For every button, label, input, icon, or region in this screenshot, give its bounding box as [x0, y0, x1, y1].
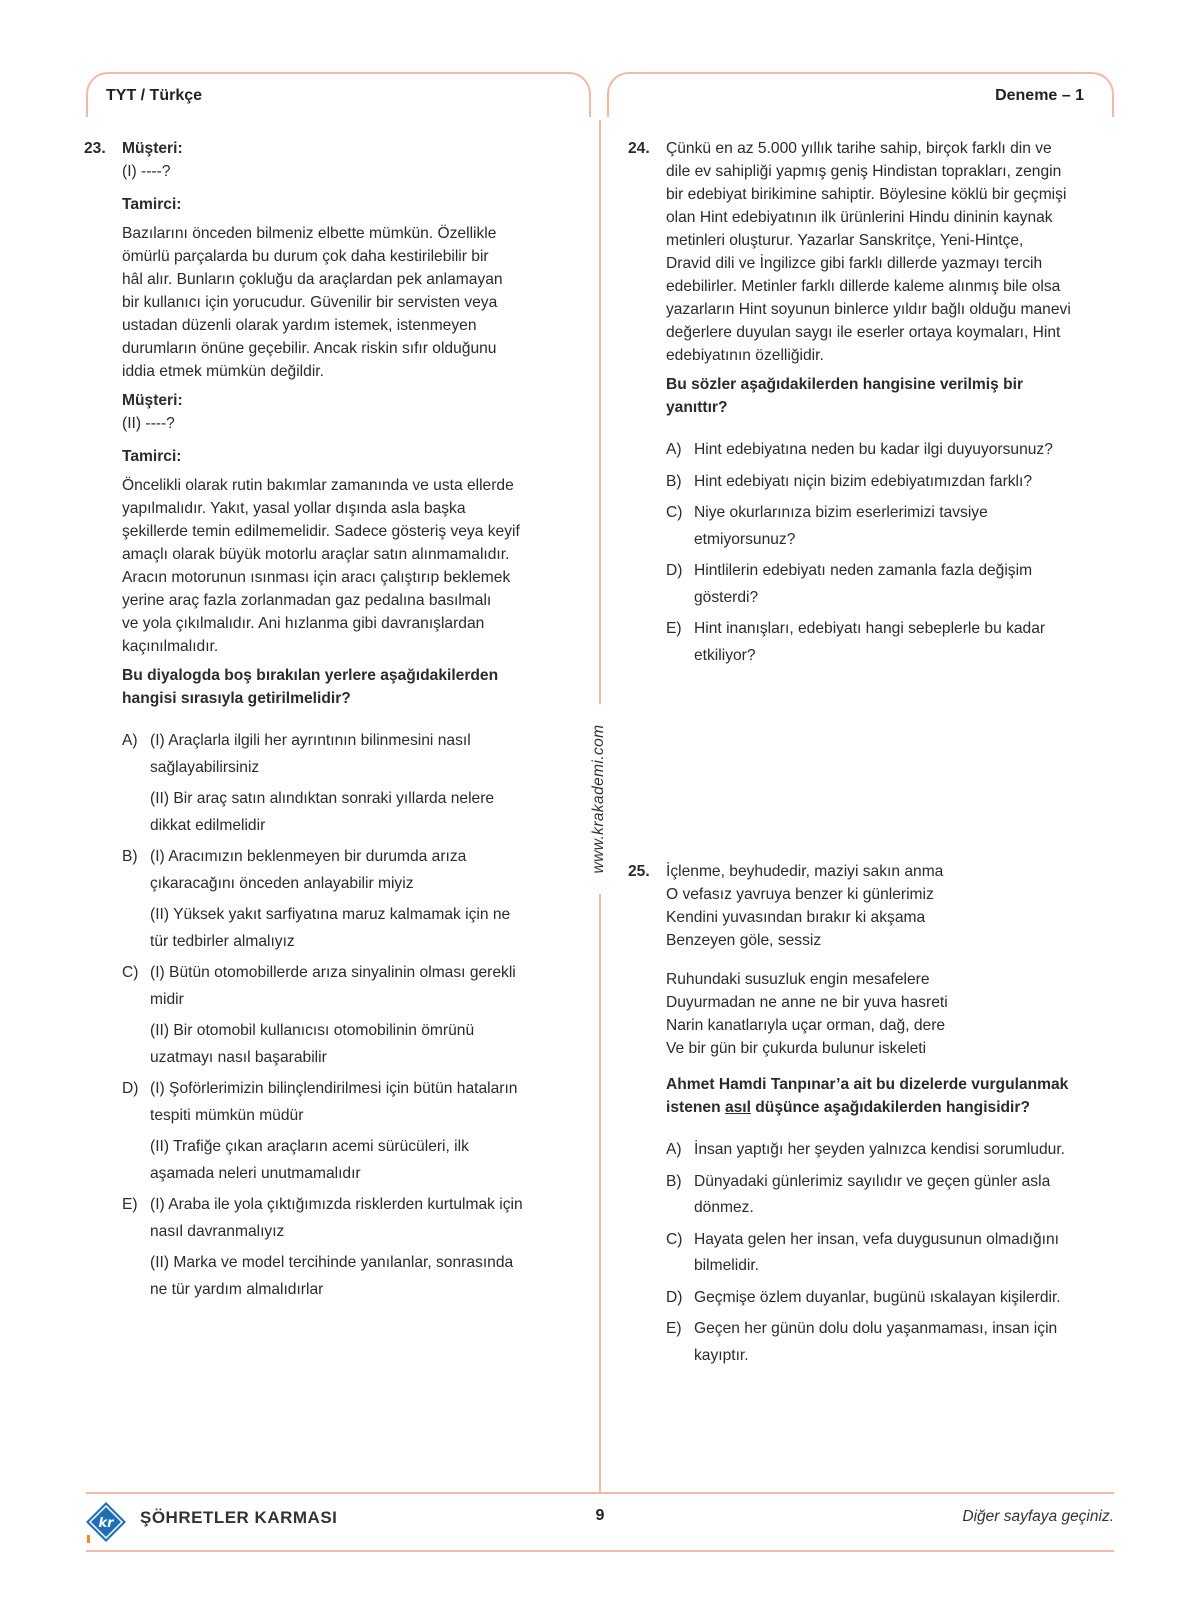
option-part-i [150, 1192, 584, 1245]
option-line: Hint edebiyatı niçin bizim edebiyatımızdan farklı? [694, 472, 1033, 490]
poem-line: Kendini yuvasından bırakır ki akşama [666, 909, 926, 926]
question-25 [628, 860, 1128, 1374]
option-b[interactable] [666, 469, 1118, 496]
option-e[interactable] [666, 616, 1118, 669]
answer-options [666, 437, 1118, 669]
text-line: edebiyatının özelliğidir. [666, 347, 824, 364]
header-subject: TYT / Türkçe [106, 87, 203, 104]
option-line: Hayata gelen her insan, vefa duygusunun olmadığını [694, 1230, 1059, 1248]
option-line: aşamada neleri unutmamalıdır [150, 1164, 361, 1182]
option-line: uzatmayı nasıl başarabilir [150, 1048, 327, 1066]
option-letter: C) [122, 964, 139, 981]
poem-line: Benzeyen göle, sessiz [666, 932, 822, 949]
poem-line: Ve bir gün bir çukurda bulunur iskeleti [666, 1040, 927, 1057]
option-e[interactable] [122, 1192, 584, 1303]
prompt-text: düşünce aşağıdakilerden hangisidir? [750, 1099, 1030, 1116]
text-line: Aracın motorunun ısınması için aracı çalıştırıp beklemek [122, 569, 511, 586]
option-part-i [150, 960, 584, 1013]
question-prompt [666, 1073, 1128, 1119]
option-line: (II) Trafiğe çıkan araçların acemi sürücüleri, ilk [150, 1138, 469, 1155]
option-line: Geçen her günün dolu dolu yaşanmaması, insan için [694, 1320, 1058, 1337]
text-line: Çünkü en az 5.000 yıllık tarihe sahip, birçok farklı din ve [666, 140, 1052, 157]
option-letter: D) [666, 562, 683, 579]
poem-line: Duyurmadan ne anne ne bir yuva hasreti [666, 994, 948, 1011]
option-a[interactable] [666, 437, 1118, 464]
option-c[interactable] [666, 500, 1118, 553]
text-line: kaçınılmalıdır. [122, 638, 219, 655]
option-line: (I) Araçlarla ilgili her ayrıntının bilinmesini nasıl [150, 732, 471, 749]
text-line: ve yola çıkılmalıdır. Ani hızlanma gibi davranışlardan [122, 615, 485, 632]
option-part-i [150, 844, 584, 897]
option-letter: E) [666, 1320, 682, 1337]
option-line: sağlayabilirsiniz [150, 758, 260, 776]
option-line: (II) Yüksek yakıt sarfiyatına maruz kalmamak için ne [150, 906, 511, 923]
text-line: amaçlı olarak büyük motorlu araçlar satın alınmamalıdır. [122, 546, 510, 563]
option-letter: B) [122, 848, 138, 865]
prompt-line: Bu sözler aşağıdakilerden hangisine verilmiş bir [666, 376, 1024, 393]
text-line: Dravid dili ve İngilizce gibi farklı dillerde yazmayı tercih [666, 255, 1043, 272]
option-letter: A) [122, 732, 138, 749]
option-part-ii [150, 1018, 584, 1071]
prompt-line: hangisi sırasıyla getirilmelidir? [122, 690, 351, 707]
option-line: tespiti mümkün müdür [150, 1106, 304, 1124]
option-line: (I) Bütün otomobillerde arıza sinyalinin olması gerekli [150, 964, 516, 981]
text-line: edebilirler. Metinler farklı dillerde kaleme alınmış bile olsa [666, 278, 1061, 295]
paragraph [122, 222, 584, 383]
footer-bottom-rule [86, 1550, 1114, 1552]
text-line: şekillerde temin edilmemelidir. Sadece gösteriş veya keyif [122, 523, 520, 540]
paragraph [666, 137, 1118, 367]
speaker-label: Tamirci: [122, 196, 182, 213]
text-line: Bazılarını önceden bilmeniz elbette mümkün. Özellikle [122, 225, 497, 242]
option-line: Hint inanışları, edebiyatı hangi sebeplerle bu kadar [694, 620, 1046, 637]
text-line: dile ev sahipliği yapmış geniş Hindistan toprakları, zengin [666, 163, 1062, 180]
text-line: iddia etmek mümkün değildir. [122, 363, 324, 380]
prompt-line: Bu diyalogda boş bırakılan yerlere aşağıdakilerden [122, 667, 499, 684]
option-line: midir [150, 990, 184, 1008]
option-line: İnsan yaptığı her şeyden yalnızca kendisi sorumludur. [694, 1141, 1065, 1158]
option-line: (II) Bir araç satın alındıktan sonraki yıllarda nelere [150, 790, 495, 807]
speaker-label: Tamirci: [122, 448, 182, 465]
option-line: (I) Şoförlerimizin bilinçlendirilmesi için bütün hataların [150, 1080, 518, 1097]
option-line: bilmelidir. [694, 1257, 759, 1274]
option-c[interactable] [122, 960, 584, 1071]
prompt-line: yanıttır? [666, 399, 728, 416]
text-line: bir kullanıcı için yorucudur. Güvenilir bir servisten veya [122, 294, 498, 311]
question-prompt [666, 373, 1118, 419]
publisher-logo-icon [84, 1500, 128, 1544]
option-b[interactable] [122, 844, 584, 955]
option-line: (I) Araba ile yola çıktığımızda risklerden kurtulmak için [150, 1196, 523, 1213]
option-part-i [150, 1076, 584, 1129]
option-line: Geçmişe özlem duyanlar, bugünü ıskalayan kişilerdir. [694, 1288, 1061, 1306]
question-prompt [122, 664, 584, 710]
side-url-text: www.krakademi.com [589, 704, 609, 894]
answer-options [666, 1137, 1128, 1369]
option-line: etkiliyor? [694, 646, 756, 664]
option-letter: D) [122, 1080, 139, 1097]
option-letter: A) [666, 1141, 682, 1158]
question-number: 24. [628, 140, 650, 157]
option-line: Dünyadaki günlerimiz sayılıdır ve geçen günler asla [694, 1172, 1051, 1190]
blank-line: (I) ----? [122, 163, 171, 180]
underlined-word: asıl [724, 1099, 751, 1116]
text-line: durumların önüne geçebilir. Ancak riskin sıfır olduğunu [122, 340, 497, 357]
blank-line: (II) ----? [122, 415, 175, 432]
option-part-ii [150, 902, 584, 955]
option-line: etmiyorsunuz? [694, 530, 796, 548]
text-line: değerlere duyulan saygı ile eserler ortaya koymaları, Hint [666, 324, 1061, 341]
text-line: yerine araç fazla zorlanmadan gaz pedalına basılmalı [122, 592, 492, 609]
poem-line: Ruhundaki susuzluk engin mesafelere [666, 971, 930, 988]
option-part-ii [150, 786, 584, 839]
speaker-label: Müşteri: [122, 140, 183, 157]
text-line: ustadan düzenli olarak yardım istemek, istenmeyen [122, 317, 477, 334]
question-23 [84, 137, 584, 1308]
option-line: Niye okurlarınıza bizim eserlerimizi tavsiye [694, 504, 988, 521]
option-line: dönmez. [694, 1199, 754, 1216]
question-24 [628, 137, 1118, 674]
option-letter: C) [666, 1230, 683, 1248]
option-part-ii [150, 1134, 584, 1187]
publisher-brand: ŞÖHRETLER KARMASI [140, 1508, 338, 1527]
option-part-ii [150, 1250, 584, 1303]
text-line: yazarların Hint soyunun binlerce yıldır bağlı olduğu manevi [666, 301, 1071, 318]
text-line: bir edebiyat birikimine sahiptir. Böylesine köklü bir geçmişi [666, 186, 1067, 203]
option-line: (II) Bir otomobil kullanıcısı otomobilinin ömrünü [150, 1022, 475, 1039]
prompt-text: istenen [666, 1099, 725, 1116]
header-right-tab [607, 72, 1114, 117]
option-line: nasıl davranmalıyız [150, 1222, 285, 1240]
page-number: 9 [595, 1507, 605, 1524]
option-d[interactable] [666, 558, 1118, 611]
option-letter: B) [666, 1172, 682, 1190]
option-b[interactable] [666, 1169, 1128, 1222]
question-number: 23. [84, 140, 106, 157]
option-e[interactable] [666, 1316, 1128, 1369]
option-line: gösterdi? [694, 588, 759, 606]
option-line: (II) Marka ve model tercihinde yanılanlar, sonrasında [150, 1254, 514, 1271]
header-left-tab [86, 72, 591, 117]
option-line: ne tür yardım almalıdırlar [150, 1280, 324, 1298]
speaker-label: Müşteri: [122, 392, 183, 409]
option-part-i [150, 728, 584, 781]
text-line: hâl alır. Bunların çokluğu da araçlardan pek anlamayan [122, 271, 503, 288]
text-line: metinleri oluşturur. Yazarlar Sanskritçe, Yeni-Hintçe, [666, 232, 1024, 249]
answer-options [122, 728, 584, 1303]
option-line: çıkaracağını önceden anlayabilir miyiz [150, 874, 414, 892]
option-line: Hintlilerin edebiyatı neden zamanla fazla değişim [694, 562, 1033, 579]
option-line: tür tedbirler almalıyız [150, 932, 295, 950]
option-letter: E) [666, 620, 682, 637]
option-a[interactable] [666, 1137, 1128, 1164]
poem-line: İçlenme, beyhudedir, maziyi sakın anma [666, 863, 944, 880]
option-d[interactable] [666, 1285, 1128, 1312]
question-number: 25. [628, 863, 650, 880]
option-line: kayıptır. [694, 1346, 749, 1364]
logo-text: kr [98, 1516, 114, 1531]
poem-stanza-1 [666, 860, 1128, 952]
prompt-line [666, 1096, 1128, 1119]
option-line: dikkat edilmelidir [150, 816, 266, 834]
option-letter: B) [666, 472, 682, 490]
option-letter: D) [666, 1288, 683, 1306]
option-line: Hint edebiyatına neden bu kadar ilgi duyuyorsunuz? [694, 441, 1053, 458]
header-exam-title: Deneme – 1 [995, 87, 1084, 104]
option-letter: A) [666, 441, 682, 458]
option-letter: E) [122, 1196, 138, 1213]
option-letter: C) [666, 504, 683, 521]
text-line: olan Hint edebiyatının ilk ürünlerini Hindu dininin kaynak [666, 209, 1053, 226]
poem-line: O vefasız yavruya benzer ki günlerimiz [666, 886, 934, 903]
poem-stanza-2 [666, 968, 1128, 1060]
option-c[interactable] [666, 1227, 1128, 1280]
prompt-line: Ahmet Hamdi Tanpınar’a ait bu dizelerde vurgulanmak [666, 1076, 1069, 1093]
option-a[interactable] [122, 728, 584, 839]
footer-top-rule [86, 1492, 1114, 1494]
option-line: (I) Aracımızın beklenmeyen bir durumda arıza [150, 848, 467, 865]
text-line: ömürlü parçalarda bu durum çok daha kestirilebilir bir [122, 248, 489, 265]
poem-line: Narin kanatlarıyla uçar orman, dağ, dere [666, 1017, 946, 1034]
paragraph [122, 474, 584, 658]
text-line: Öncelikli olarak rutin bakımlar zamanında ve usta ellerde [122, 477, 514, 494]
option-d[interactable] [122, 1076, 584, 1187]
next-page-note: Diğer sayfaya geçiniz. [962, 1508, 1114, 1525]
text-line: yapılmalıdır. Yakıt, yasal yollar dışında asla başka [122, 500, 466, 517]
